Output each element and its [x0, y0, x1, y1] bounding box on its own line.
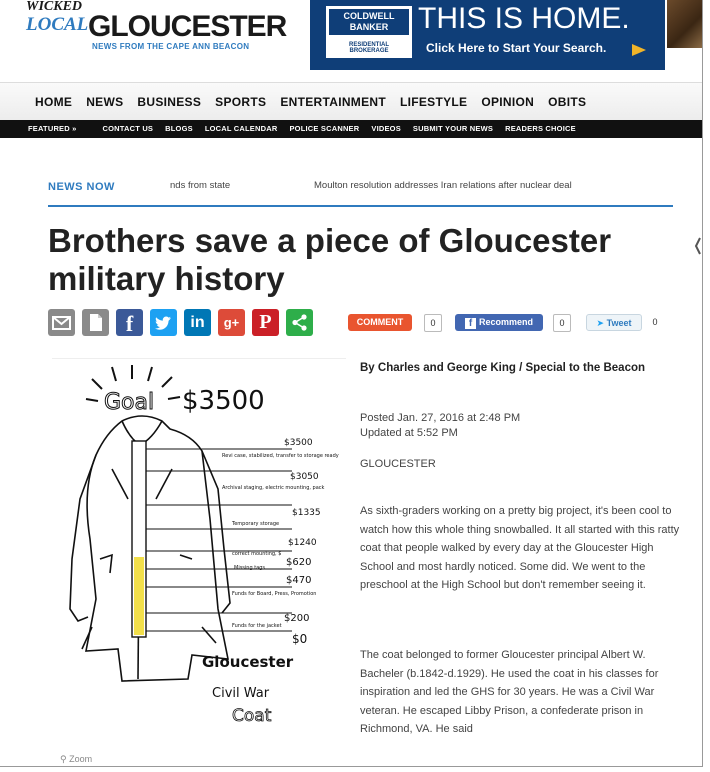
twitter-icon: ➤ [596, 318, 605, 328]
ad-cta[interactable]: Click Here to Start Your Search. [426, 41, 607, 55]
amount-label: $3050 [290, 472, 319, 482]
subnav-item-contact-us[interactable]: CONTACT US [102, 124, 154, 133]
article-paragraph: As sixth-graders working on a pretty big project, it's been cool to watch how this whole thing snowballed. It all started with this ratty coat that people walked by every day at the Gloucester High School and most hardly noticed. Some did. We went to the preschool at the High School but don't remember seeing it. [360, 505, 680, 592]
comment-button[interactable]: COMMENT [348, 314, 412, 331]
side-arrow-icon [694, 236, 702, 256]
amount-label: $1240 [288, 538, 317, 548]
zoom-button[interactable]: ⚲ Zoom [60, 754, 93, 764]
ad-brand-sub: RESIDENTIAL BROKERAGE [348, 42, 389, 54]
tweet-count: 0 [648, 314, 662, 330]
caption-gloucester: Gloucester [202, 653, 294, 671]
subnav-item-readers-choice[interactable]: READERS CHOICE [505, 124, 576, 133]
nav-item-home[interactable]: HOME [35, 95, 73, 109]
twitter-share-button[interactable] [150, 309, 177, 336]
goal-amount: $3500 [182, 386, 265, 416]
print-share-button[interactable] [82, 309, 109, 336]
twitter-bird-icon [150, 309, 177, 336]
googleplus-share-button[interactable]: g+ [218, 309, 245, 336]
ad-banner[interactable] [310, 0, 665, 70]
coldwell-banker-logo [324, 4, 414, 60]
coat-drawing [52, 359, 346, 767]
subnav-item-submit-your-news[interactable]: SUBMIT YOUR NEWS [412, 124, 494, 133]
caption-civil-war: Civil War [212, 686, 270, 701]
more-share-button[interactable] [286, 309, 313, 336]
news-now-ticker [48, 175, 673, 207]
nav-item-sports[interactable]: SPORTS [215, 95, 267, 109]
article-byline: By Charles and George King / Special to the Beacon [360, 362, 646, 374]
article-timestamp [360, 411, 520, 441]
facebook-recommend-button[interactable] [455, 314, 543, 331]
milestone-note: correct mounting, $ [232, 551, 282, 557]
recommend-label: Recommend [478, 317, 533, 327]
ad-headline: THIS IS HOME. [418, 2, 630, 35]
subnav-item-blogs[interactable]: BLOGS [165, 124, 193, 133]
amount-label: $1335 [292, 508, 321, 518]
featured-label[interactable]: FEATURED » [28, 124, 77, 133]
article-dateline: GLOUCESTER [360, 458, 436, 470]
article-image[interactable] [52, 358, 346, 767]
amount-label: $3500 [284, 438, 313, 448]
amount-label: $200 [284, 613, 310, 624]
subnav-item-local-calendar[interactable]: LOCAL CALENDAR [204, 124, 278, 133]
updated-date: Updated at 5:52 PM [360, 427, 458, 439]
thermometer-fill [134, 557, 144, 635]
logo-name: GLOUCESTER [88, 10, 287, 43]
milestone-note: Funds for the jacket [232, 623, 282, 629]
nav-item-news[interactable]: NEWS [86, 95, 124, 109]
amount-label: $470 [286, 575, 312, 586]
milestone-note: Funds for Board, Press, Promotion [232, 591, 317, 597]
zoom-label: Zoom [69, 754, 93, 764]
ad-photo [667, 0, 702, 48]
logo-local: LOCAL [26, 14, 89, 35]
ad-brand-line1: COLDWELL [343, 11, 395, 21]
facebook-icon: f [465, 318, 476, 329]
subnav-item-police-scanner[interactable]: POLICE SCANNER [289, 124, 360, 133]
milestone-note: Missing tags [234, 565, 266, 571]
email-icon [48, 309, 75, 336]
milestone-note: Archival staging, electric mounting, pack [222, 485, 325, 491]
site-header [0, 0, 702, 82]
site-tagline: NEWS FROM THE CAPE ANN BEACON [92, 42, 250, 51]
pinterest-share-button[interactable]: P [252, 309, 279, 336]
ticker-item[interactable]: Moulton resolution addresses Iran relations after nuclear deal [314, 180, 572, 191]
ad-brand-line2: BANKER [349, 22, 389, 32]
ticker-item[interactable]: nds from state [170, 180, 231, 191]
share-icon [286, 309, 313, 336]
nav-item-obits[interactable]: OBITS [548, 95, 587, 109]
posted-date: Posted Jan. 27, 2016 at 2:48 PM [360, 412, 521, 424]
featured-nav [0, 120, 702, 138]
comment-count: 0 [424, 314, 442, 332]
email-share-button[interactable] [48, 309, 75, 336]
document-icon [82, 309, 109, 336]
linkedin-share-button[interactable]: in [184, 309, 211, 336]
main-nav [0, 82, 702, 121]
news-now-label: NEWS NOW [48, 181, 115, 193]
nav-item-lifestyle[interactable]: LIFESTYLE [399, 95, 468, 109]
recommend-count: 0 [553, 314, 571, 332]
amount-label: $0 [292, 632, 308, 646]
caption-coat: Coat [232, 706, 272, 726]
article-paragraph: The coat belonged to former Gloucester principal Albert W. Bacheler (b.1842-d.1929). He used the coat in his classes for inspiration and led the GHS for 30 years. He was a Civil War veteran. He escaped Libby Prison, a confederate prison in Richmond, VA. He said [360, 649, 659, 736]
goal-label: Goal [104, 390, 155, 415]
coat-outline [70, 416, 230, 681]
facebook-share-button[interactable]: f [116, 309, 143, 336]
milestone-note: Revi case, stabilized, transfer to storage ready [222, 453, 339, 459]
tweet-label: Tweet [606, 318, 632, 328]
milestone-note: Temporary storage [232, 521, 280, 527]
subnav-item-videos[interactable]: VIDEOS [371, 124, 401, 133]
arrow-right-icon [632, 44, 646, 56]
share-bar [48, 309, 688, 337]
article-title: Brothers save a piece of Gloucester military history [48, 222, 612, 297]
nav-item-opinion[interactable]: OPINION [481, 95, 535, 109]
logo-wicked: WICKED [26, 0, 83, 14]
nav-item-business[interactable]: BUSINESS [137, 95, 202, 109]
amount-label: $620 [286, 557, 312, 568]
nav-item-entertainment[interactable]: ENTERTAINMENT [280, 95, 386, 109]
tweet-button[interactable] [586, 314, 642, 331]
